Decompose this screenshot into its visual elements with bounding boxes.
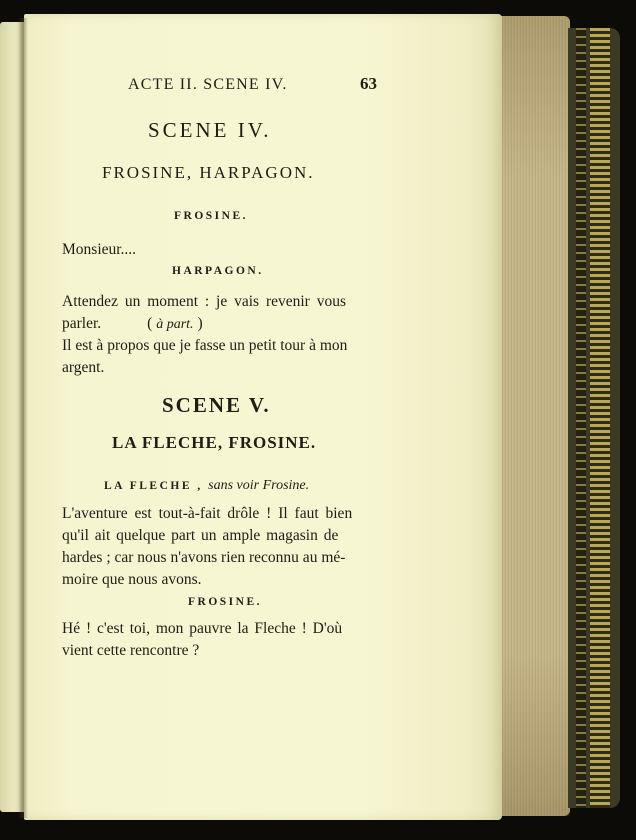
- spine-band: [576, 28, 586, 808]
- spine-greek-key-ornament: [590, 28, 610, 808]
- dialogue-line-text: parler.: [62, 315, 102, 332]
- stage-paren-close: ): [193, 315, 203, 332]
- scene-iv-title: SCENE IV.: [148, 118, 272, 142]
- speaker-la-fleche: [104, 478, 309, 494]
- dialogue-line: Il est à propos que je fasse un petit tour à mon: [62, 337, 348, 354]
- dialogue-line: moire que nous avons.: [62, 571, 202, 588]
- page-gutter: [18, 18, 28, 818]
- dialogue-line-with-aside: [62, 315, 203, 333]
- running-head: ACTE II. SCENE IV.: [128, 76, 288, 93]
- speaker-name: LA FLECHE ,: [104, 480, 203, 492]
- dialogue-line: argent.: [62, 359, 105, 376]
- scene-iv-characters: FROSINE, HARPAGON.: [102, 163, 315, 182]
- stage-direction: [147, 315, 202, 332]
- stage-direction-text: à part.: [156, 317, 194, 332]
- dialogue-line: Attendez un moment : je vais revenir vous: [62, 293, 347, 310]
- dialogue-line: qu'il ait quelque part un ample magasin de: [62, 527, 339, 544]
- dialogue-line: vient cette rencontre ?: [62, 642, 200, 659]
- stage-paren-open: (: [147, 315, 157, 332]
- dialogue-line: L'aventure est tout-à-fait drôle ! Il faut bien: [62, 505, 353, 522]
- book-spine: [568, 28, 620, 808]
- page-block-edges: [500, 16, 570, 816]
- page-number: 63: [360, 74, 377, 93]
- speaker-direction: sans voir Frosine.: [208, 478, 310, 493]
- dialogue-line: Monsieur....: [62, 241, 137, 258]
- speaker-harpagon: HARPAGON.: [172, 265, 264, 277]
- dialogue-line: Hé ! c'est toi, mon pauvre la Fleche ! D'où: [62, 620, 343, 637]
- speaker-frosine: FROSINE.: [174, 210, 248, 222]
- dialogue-line: hardes ; car nous n'avons rien reconnu au mé-: [62, 549, 346, 566]
- scene-v-characters: LA FLECHE, FROSINE.: [112, 433, 317, 452]
- speaker-frosine: FROSINE.: [188, 596, 262, 608]
- scene-v-title: SCENE V.: [162, 393, 271, 417]
